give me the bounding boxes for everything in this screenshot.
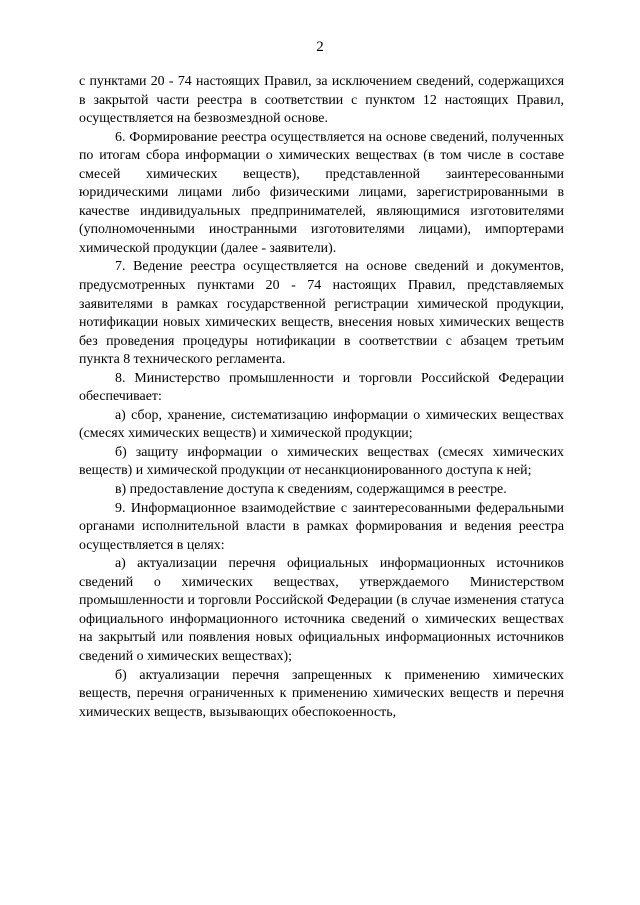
paragraph-item-8c: в) предоставление доступа к сведениям, содержащимся в реестре. [115,482,507,498]
paragraph-item-8a: а) сбор, хранение, систематизацию информации о химических веществах (смесях химических веществ) и химической продукции; [79,407,564,442]
paragraph-item-9a: а) актуализации перечня официальных информационных источников сведений о химических веществах, утверждаемого Министерством промышленности и торговли Российской Федерации (в случае изменения статуса официального информационного источника сведений о химических веществах на закрытый или появления новых официальных информационных источников сведений о химических веществах); [79,556,564,664]
paragraph-item-9b: б) актуализации перечня запрещенных к применению химических веществ, перечня ограниченных к применению химических веществ и перечня химических веществ, вызывающих обеспокоенность, [79,667,564,720]
paragraph-item-6: 6. Формирование реестра осуществляется на основе сведений, полученных по итогам сбора информации о химических веществах (в том числе в составе смесей химических веществ), представленной заинтересованными юридическими лицами либо физическими лицами, зарегистрированными в качестве индивидуальных предпринимателей, являющимися изготовителями (уполномоченными иностранными изготовителями лицами), импортерами химической продукции (далее - заявители). [79,129,564,256]
document-body [79,73,564,722]
paragraph-continuation: с пунктами 20 - 74 настоящих Правил, за исключением сведений, содержащихся в закрытой части реестра в соответствии с пунктом 12 настоящих Правил, осуществляется на безвозмездной основе. [79,74,564,127]
paragraph-item-8b: б) защиту информации о химических веществах (смесях химических веществ) и химической продукции от несанкционированного доступа к ней; [79,444,564,479]
page-number: 2 [316,39,324,55]
paragraph-item-9: 9. Информационное взаимодействие с заинтересованными федеральными органами исполнительной власти в рамках формирования и ведения реестра осуществляется в целях: [79,500,564,553]
paragraph-item-8: 8. Министерство промышленности и торговли Российской Федерации обеспечивает: [79,370,564,405]
paragraph-item-7: 7. Ведение реестра осуществляется на основе сведений и документов, предусмотренных пунктами 20 - 74 настоящих Правил, представляемых заявителями в рамках государственной регистрации химической продукции, нотификации новых химических веществ, внесения новых химических веществ без проведения процедуры нотификации в соответствии с абзацем третьим пункта 8 технического регламента. [79,259,564,368]
